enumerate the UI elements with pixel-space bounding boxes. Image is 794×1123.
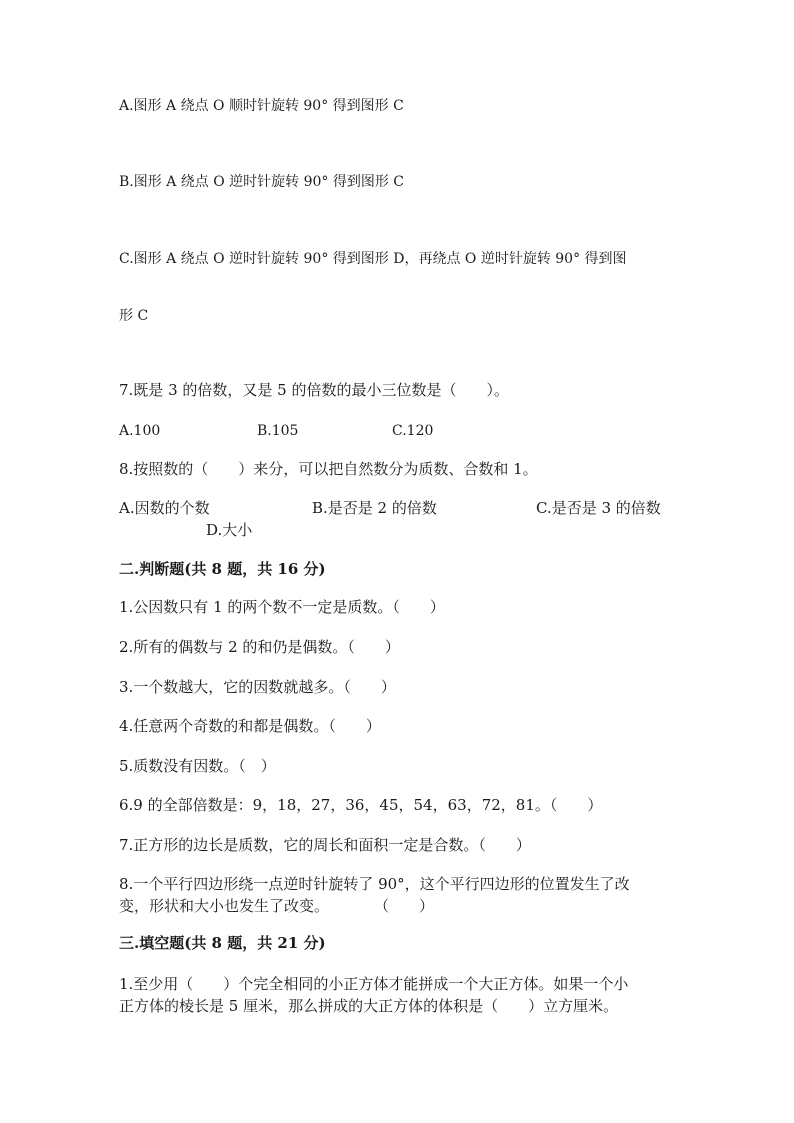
option-6c-line1: C.图形 A 绕点 O 逆时针旋转 90° 得到图形 D，再绕点 O 逆时针旋转 90° 得到图 — [119, 251, 627, 267]
question-8-option-a: A.因数的个数 — [119, 499, 210, 517]
judge-item-3: 3.一个数越大，它的因数就越多。（ ） — [119, 678, 396, 696]
judge-item-5: 5.质数没有因数。（ ） — [119, 757, 276, 775]
question-8-option-d: D.大小 — [206, 521, 253, 539]
question-8-option-c: C.是否是 3 的倍数 — [536, 499, 661, 517]
section-3-title: 三.填空题(共 8 题，共 21 分) — [119, 934, 326, 952]
question-7-option-a: A.100 — [119, 423, 161, 439]
question-7-stem: 7.既是 3 的倍数，又是 5 的倍数的最小三位数是（ ）。 — [119, 381, 509, 399]
judge-item-8-line1: 8.一个平行四边形绕一点逆时针旋转了 90°，这个平行四边形的位置发生了改 — [119, 875, 630, 893]
question-7-option-c: C.120 — [392, 423, 434, 439]
judge-item-8-line2: 变，形状和大小也发生了改变。 （ ） — [119, 897, 435, 915]
question-8-stem: 8.按照数的（ ）来分，可以把自然数分为质数、合数和 1。 — [119, 460, 538, 478]
fill-item-1-line1: 1.至少用（ ）个完全相同的小正方体才能拼成一个大正方体。如果一个小 — [119, 975, 629, 993]
question-7-option-b: B.105 — [257, 423, 299, 439]
judge-item-7: 7.正方形的边长是质数，它的周长和面积一定是合数。（ ） — [119, 836, 531, 854]
option-6c-line2: 形 C — [119, 308, 149, 324]
option-6b: B.图形 A 绕点 O 逆时针旋转 90° 得到图形 C — [119, 174, 405, 190]
judge-item-1: 1.公因数只有 1 的两个数不一定是质数。（ ） — [119, 598, 445, 616]
fill-item-1-line2: 正方体的棱长是 5 厘米，那么拼成的大正方体的体积是（ ）立方厘米。 — [119, 997, 619, 1015]
judge-item-6: 6.9 的全部倍数是：9，18，27，36，45，54，63，72，81。（ ） — [119, 796, 603, 814]
judge-item-2: 2.所有的偶数与 2 的和仍是偶数。（ ） — [119, 638, 400, 656]
question-8-option-b: B.是否是 2 的倍数 — [312, 499, 437, 517]
judge-item-4: 4.任意两个奇数的和都是偶数。（ ） — [119, 717, 381, 735]
option-6a: A.图形 A 绕点 O 顺时针旋转 90° 得到图形 C — [119, 98, 404, 114]
section-2-title: 二.判断题(共 8 题，共 16 分) — [119, 560, 326, 578]
